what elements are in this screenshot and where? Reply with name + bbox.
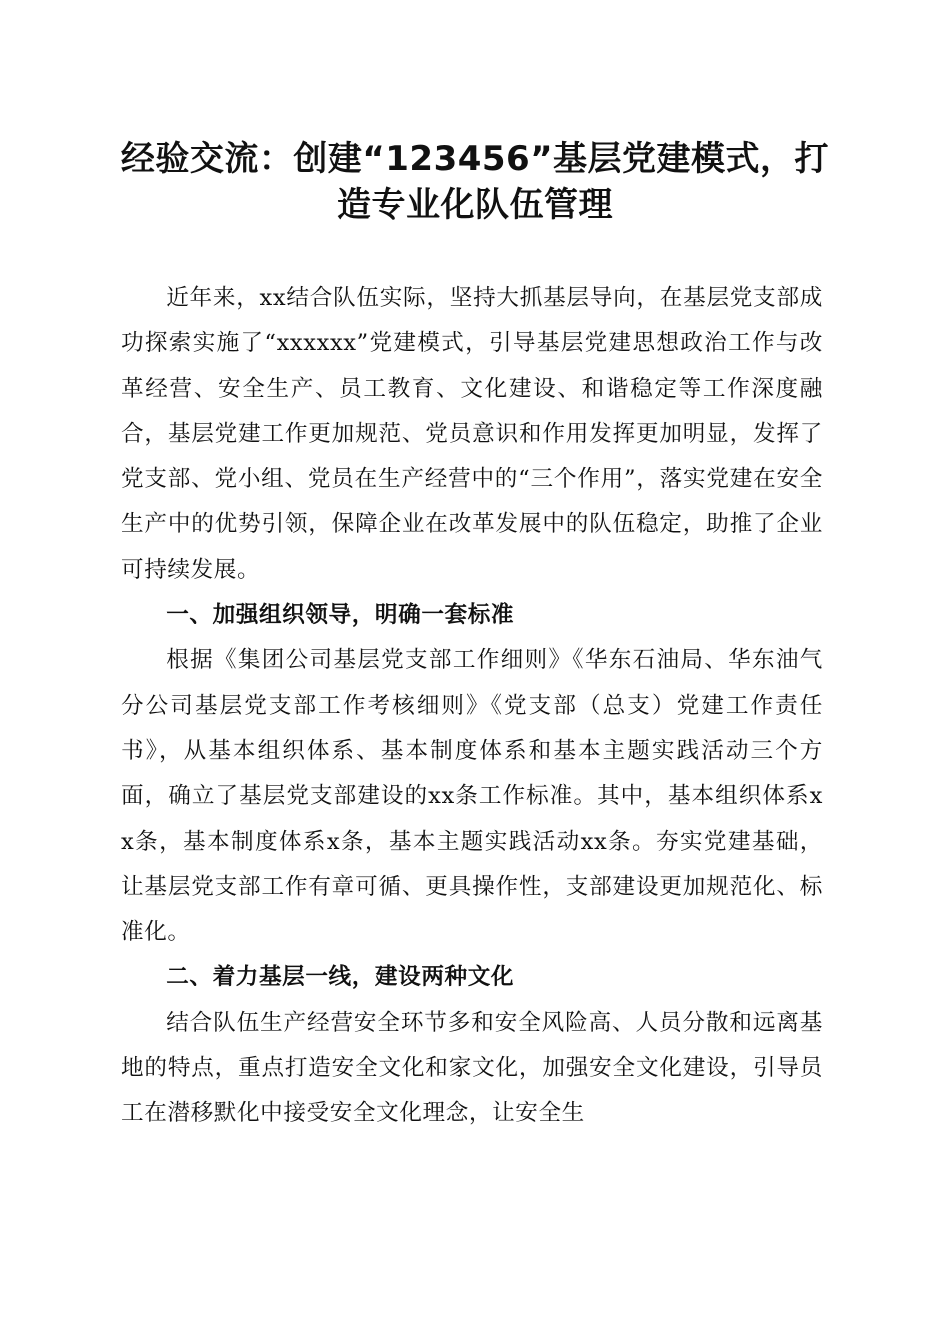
section-paragraph-1: 根据《集团公司基层党支部工作细则》《华东石油局、华东油气分公司基层党支部工作考核细则》《党支部（总支）党建工作责任书》，从基本组织体系、基本制度体系和基本主题实践活动三个方面，确立了基层党支部建设的xx条工作标准。其中，基本组织体系xx条，基本制度体系x条，基本主题实践活动xx条。夯实党建基础，让基层党支部工作有章可循、更具操作性，支部建设更加规范化、标准化。 <box>121 647 823 946</box>
document-title-line-2: 造专业化队伍管理 <box>337 185 613 225</box>
intro-paragraph: 近年来，xx结合队伍实际，坚持大抓基层导向，在基层党支部成功探索实施了“xxxxxx”党建模式，引导基层党建思想政治工作与改革经营、安全生产、员工教育、文化建设、和谐稳定等工作深度融合，基层党建工作更加规范、党员意识和作用发挥更加明显，发挥了党支部、党小组、党员在生产经营中的“三个作用”，落实党建在安全生产中的优势引领，保障企业在改革发展中的队伍稳定，助推了企业可持续发展。 <box>121 285 823 583</box>
document-body <box>121 276 823 1137</box>
section-paragraph-2: 结合队伍生产经营安全环节多和安全风险高、人员分散和远离基地的特点，重点打造安全文化和家文化，加强安全文化建设，引导员工在潜移默化中接受安全文化理念，让安全生 <box>121 1009 823 1127</box>
document-title-line-1: 经验交流：创建“123456”基层党建模式，打 <box>120 139 830 179</box>
section-heading-2: 二、着力基层一线，建设两种文化 <box>166 964 515 991</box>
section-heading-1: 一、加强组织领导，明确一套标准 <box>166 602 515 629</box>
